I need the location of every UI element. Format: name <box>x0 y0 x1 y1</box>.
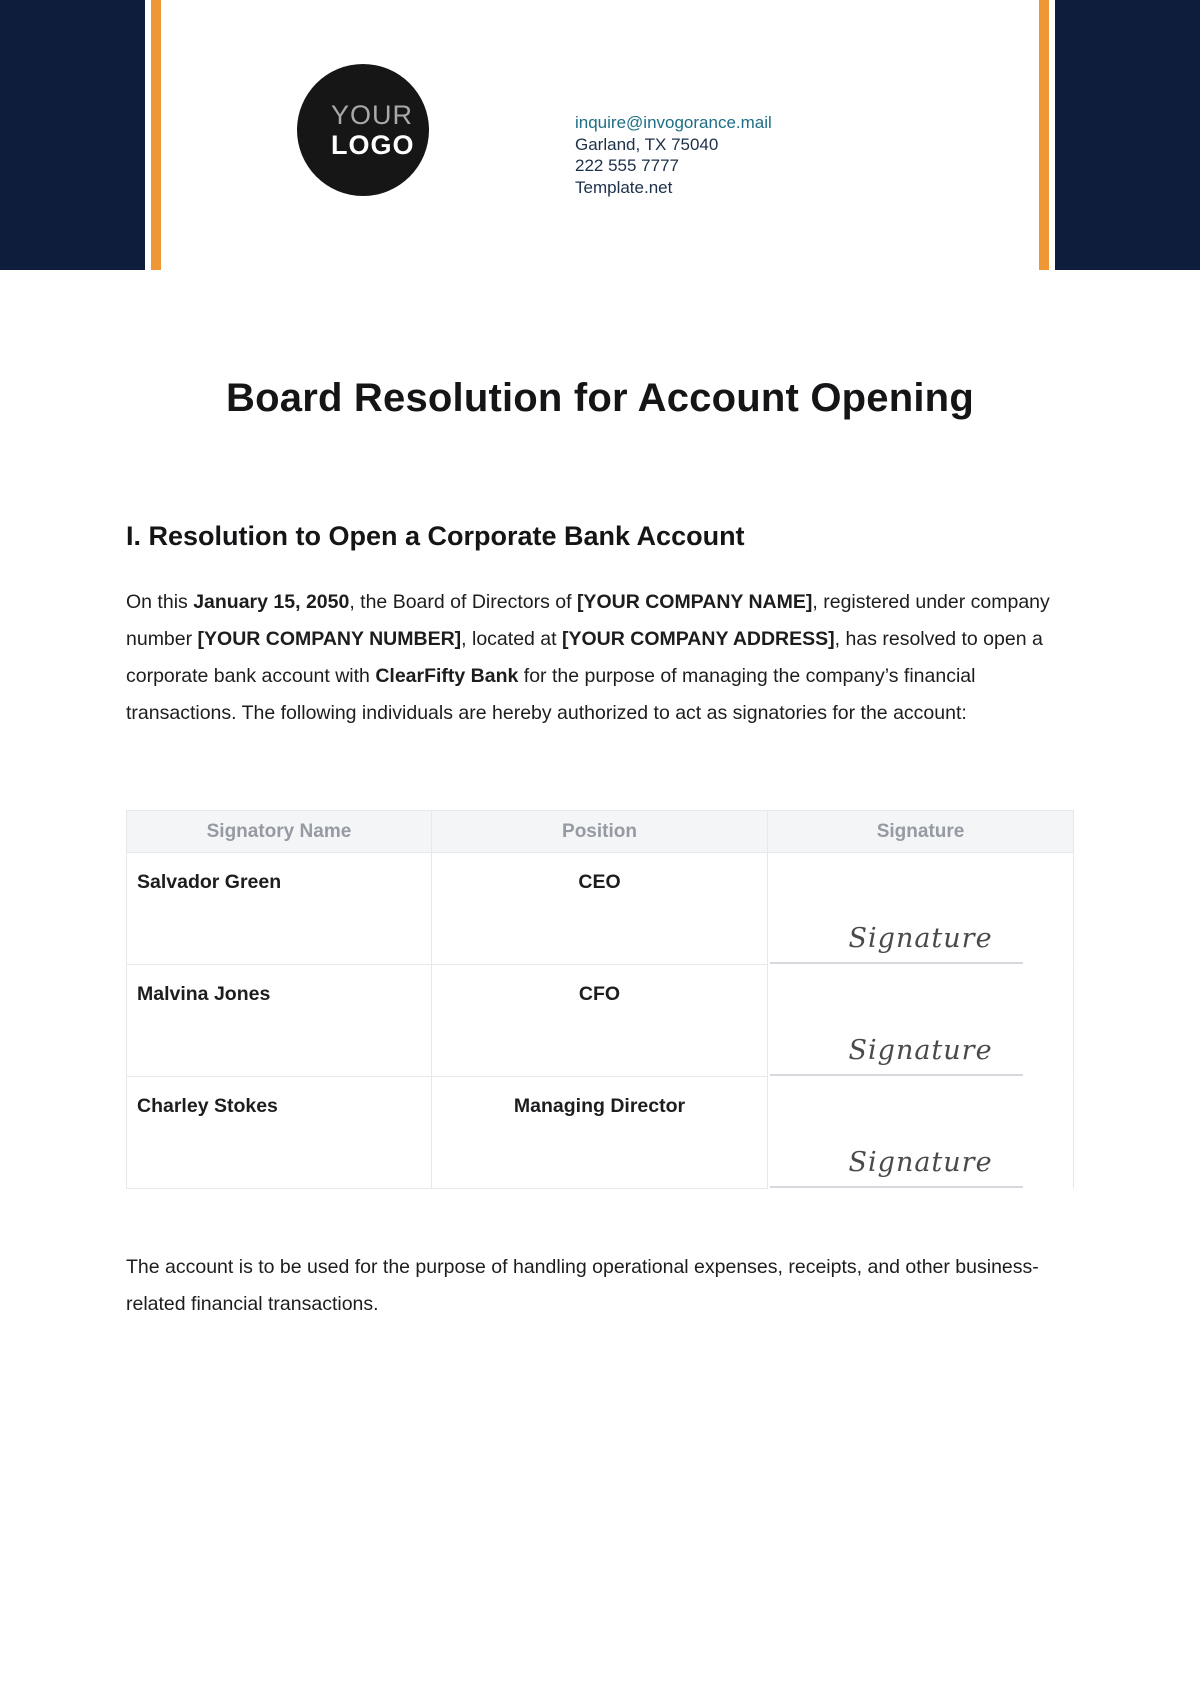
logo-text-logo: LOGO <box>331 130 415 160</box>
col-header-position: Position <box>432 811 768 853</box>
contact-address: Garland, TX 75040 <box>575 134 719 154</box>
signatory-name-cell: Malvina Jones <box>127 965 432 1077</box>
table-row <box>127 853 1074 965</box>
orange-stripe-right <box>1039 0 1049 270</box>
signatories-tbody <box>127 853 1074 1189</box>
col-header-signature: Signature <box>768 811 1074 853</box>
contact-block <box>575 112 772 198</box>
position-cell: CFO <box>432 965 768 1077</box>
table-header-row <box>127 811 1074 853</box>
col-header-signatory-name: Signatory Name <box>127 811 432 853</box>
signature-line <box>770 1186 1023 1188</box>
contact-email: inquire@invogorance.mail <box>575 113 772 132</box>
signatory-name-cell: Salvador Green <box>127 853 432 965</box>
signature-cell <box>768 965 1074 1077</box>
closing-paragraph: The account is to be used for the purpose of handling operational expenses, receipts, and other business-related financial transactions. <box>126 1256 1039 1315</box>
orange-stripe-left <box>151 0 161 270</box>
contact-phone: 222 555 7777 <box>575 156 679 175</box>
signature-cell <box>768 1077 1074 1189</box>
section-heading: I. Resolution to Open a Corporate Bank Account <box>126 521 745 551</box>
table-row <box>127 1077 1074 1189</box>
contact-website: Template.net <box>575 177 673 197</box>
signature-cell <box>768 853 1074 965</box>
signature-script: Signature <box>848 923 993 954</box>
intro-paragraph: On this January 15, 2050, the Board of Directors of [YOUR COMPANY NAME], registered under company number [YOUR COMPANY NUMBER], located at [YOUR COMPANY ADDRESS], has resolved to open a corporate bank account with ClearFifty Bank for the purpose of managing the company’s financial transactions. The following individuals are hereby authorized to act as signatories for the account: <box>126 591 1050 724</box>
signature-line <box>770 1074 1023 1076</box>
logo-text-your: YOUR <box>331 100 414 130</box>
table-row <box>127 965 1074 1077</box>
signature-line <box>770 962 1023 964</box>
position-cell: CEO <box>432 853 768 965</box>
page-title: Board Resolution for Account Opening <box>226 376 974 420</box>
signature-script: Signature <box>848 1035 993 1066</box>
navy-band-right <box>1055 0 1200 270</box>
position-cell: Managing Director <box>432 1077 768 1189</box>
signature-script: Signature <box>848 1147 993 1178</box>
signatory-name-cell: Charley Stokes <box>127 1077 432 1189</box>
navy-band-left <box>0 0 145 270</box>
header-banner <box>0 0 1200 270</box>
signatories-table <box>126 810 1074 1189</box>
company-logo <box>297 64 429 196</box>
document-body <box>0 376 1200 1323</box>
